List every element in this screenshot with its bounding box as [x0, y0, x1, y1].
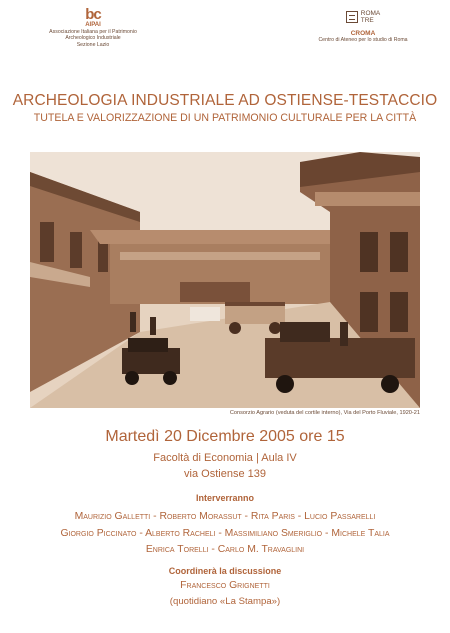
speakers-line-2: Giorgio Piccinato - Alberto Racheli - Massimiliano Smeriglio - Michele Talia: [60, 527, 390, 539]
speakers-line-1: Maurizio Galletti - Roberto Morassut - Rita Paris - Lucio Passarelli: [74, 511, 376, 522]
roma-tre-mark: [346, 10, 381, 24]
photo-caption: Consorzio Agrario (veduta del cortile interno), Via del Porto Fluviale, 1920-21: [229, 410, 420, 416]
aipai-line-3: Sezione Lazio: [76, 41, 110, 48]
roma-tre-line-1: ROMA: [360, 10, 381, 17]
croma-name: CROMA: [350, 30, 376, 37]
event-title: ARCHEOLOGIA INDUSTRIALE AD OSTIENSE-TESTACCIO: [12, 92, 438, 109]
aipai-line-2: Archeologico Industriale: [65, 35, 121, 42]
courtyard-illustration: [30, 152, 420, 408]
aipai-line-1: Associazione Italiana per il Patrimonio: [49, 29, 137, 35]
moderator-name: Francesco Grignetti: [180, 580, 270, 591]
moderator-heading: Coordinerà la discussione: [168, 566, 282, 576]
aipai-logo-acronym: AIPAI: [85, 22, 101, 28]
event-address: via Ostiense 139: [184, 468, 266, 480]
croma-logo: [298, 10, 428, 43]
speakers-list: [0, 509, 450, 559]
aipai-logo-mark: bc: [85, 6, 101, 23]
moderator-affiliation: (quotidiano «La Stampa»): [169, 596, 281, 607]
roma-tre-emblem-icon: [346, 11, 358, 23]
event-subtitle: TUTELA E VALORIZZAZIONE DI UN PATRIMONIO CULTURALE PER LA CITTÀ: [33, 112, 417, 124]
roma-tre-line-2: TRE: [360, 17, 374, 24]
event-date: Martedì 20 Dicembre 2005 ore 15: [105, 428, 345, 445]
croma-description: Centro di Ateneo per lo studio di Roma: [318, 37, 408, 43]
speakers-line-3: Enrica Torelli - Carlo M. Travaglini: [145, 544, 305, 555]
speakers-heading: Interverranno: [195, 493, 255, 503]
aipai-logo: [28, 8, 158, 48]
event-venue: Facoltà di Economia | Aula IV: [153, 452, 297, 464]
historical-photo: [30, 152, 420, 408]
